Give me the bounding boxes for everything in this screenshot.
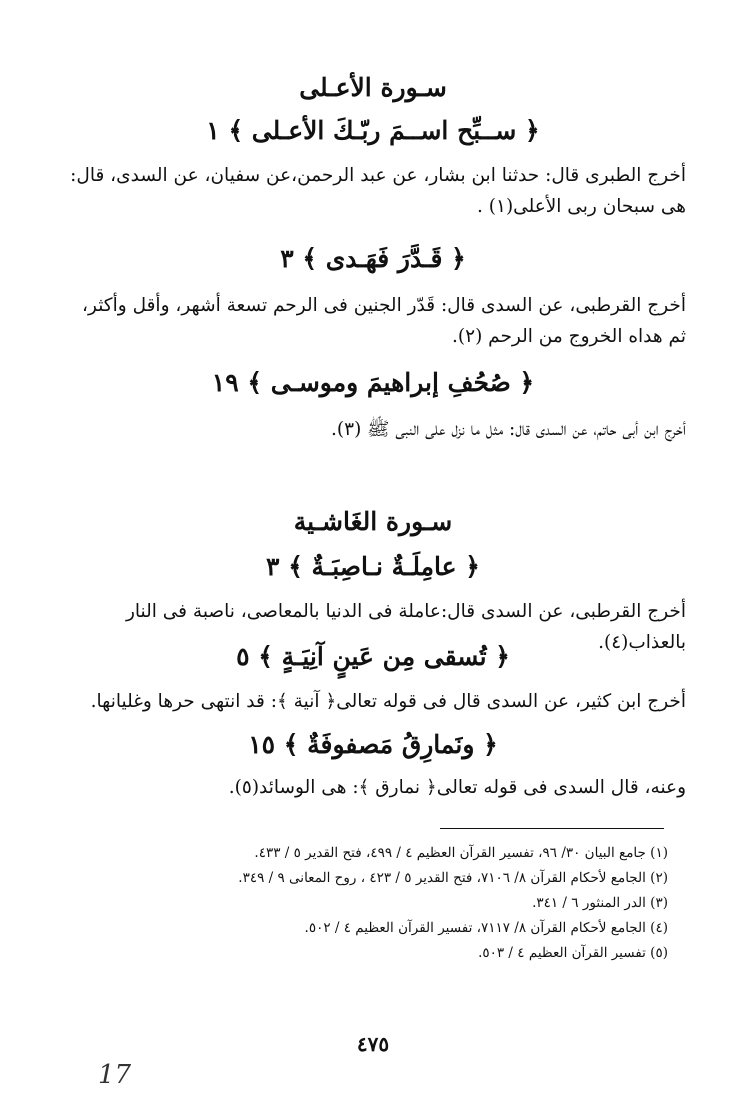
footnote: (٥) تفسير القرآن العظيم ٤ / ٥٠٣. (478, 945, 668, 961)
verse-heading: ﴿ قَـدَّرَ فَهَـدى ﴾ ٣ (280, 244, 466, 273)
footnote: (٢) الجامع لأحكام القرآن ٨/ ٧١٠٦، فتح القدير ٥ / ٤٢٣ ، روح المعانى ٩ / ٣٤٩. (238, 870, 668, 886)
commentary-paragraph: أخرج الطبرى قال: حدثنا ابن بشار، عن عبد الرحمن،عن سفيان، عن السدى، قال: هى سبحان ربى الأعلى(١) . (70, 165, 686, 217)
footnote: (١) جامع البيان ٣٠/ ٩٦، تفسير القرآن العظيم ٤ / ٤٩٩، فتح القدير ٥ / ٤٣٣. (254, 845, 668, 861)
verse-heading: ﴿ تُسقى مِن عَينٍ آنِيَـةٍ ﴾ ٥ (236, 642, 510, 671)
commentary-paragraph: أخرج القرطبى، عن السدى قال:عاملة فى الدنيا بالمعاصى، ناصبة فى النار بالعذاب(٤). (125, 601, 686, 653)
footnote: (٣) الدر المنثور ٦ / ٣٤١. (532, 895, 668, 911)
surah-title-al-ghashiya: سـورة الغَاشـية (293, 507, 453, 536)
footnote: (٤) الجامع لأحكام القرآن ٨/ ٧١١٧، تفسير القرآن العظيم ٤ / ٥٠٢. (304, 920, 668, 936)
commentary-paragraph: أخرج القرطبى، عن السدى قال: قَدّر الجنين فى الرحم تسعة أشهر، وأقل وأكثر، ثم هداه الخروج من الرحم (٢). (82, 295, 686, 347)
verse-heading: ﴿ عامِلَـةٌ نـاصِبَـةٌ ﴾ ٣ (266, 552, 480, 581)
verse-heading: ﴿ ســبِّح اســمَ ربّـكَ الأعـلى ﴾ ١ (206, 116, 540, 145)
commentary-paragraph: أخرج ابن أبى حاتم، عن السدى قال: مثل ما نزل على النبى ﷺ (٣). (331, 419, 686, 440)
verse-heading: ﴿ صُحُفِ إبراهيمَ وموسـى ﴾ ١٩ (211, 368, 535, 397)
handwritten-page-note: 17 (98, 1060, 132, 1090)
commentary-paragraph: أخرج ابن كثير، عن السدى قال فى قوله تعالى﴿ آنية ﴾: قد انتهى حرها وغليانها. (90, 691, 686, 712)
commentary-paragraph: وعنه، قال السدى فى قوله تعالى﴿ نمارق ﴾: هى الوسائد(٥). (228, 777, 686, 798)
verse-heading: ﴿ ونَمارِقُ مَصفوفَةٌ ﴾ ١٥ (248, 730, 498, 759)
footnote-divider (440, 828, 664, 829)
surah-title-al-ala: سـورة الأعـلى (299, 73, 447, 102)
page-number: ٤٧٥ (356, 1032, 390, 1056)
